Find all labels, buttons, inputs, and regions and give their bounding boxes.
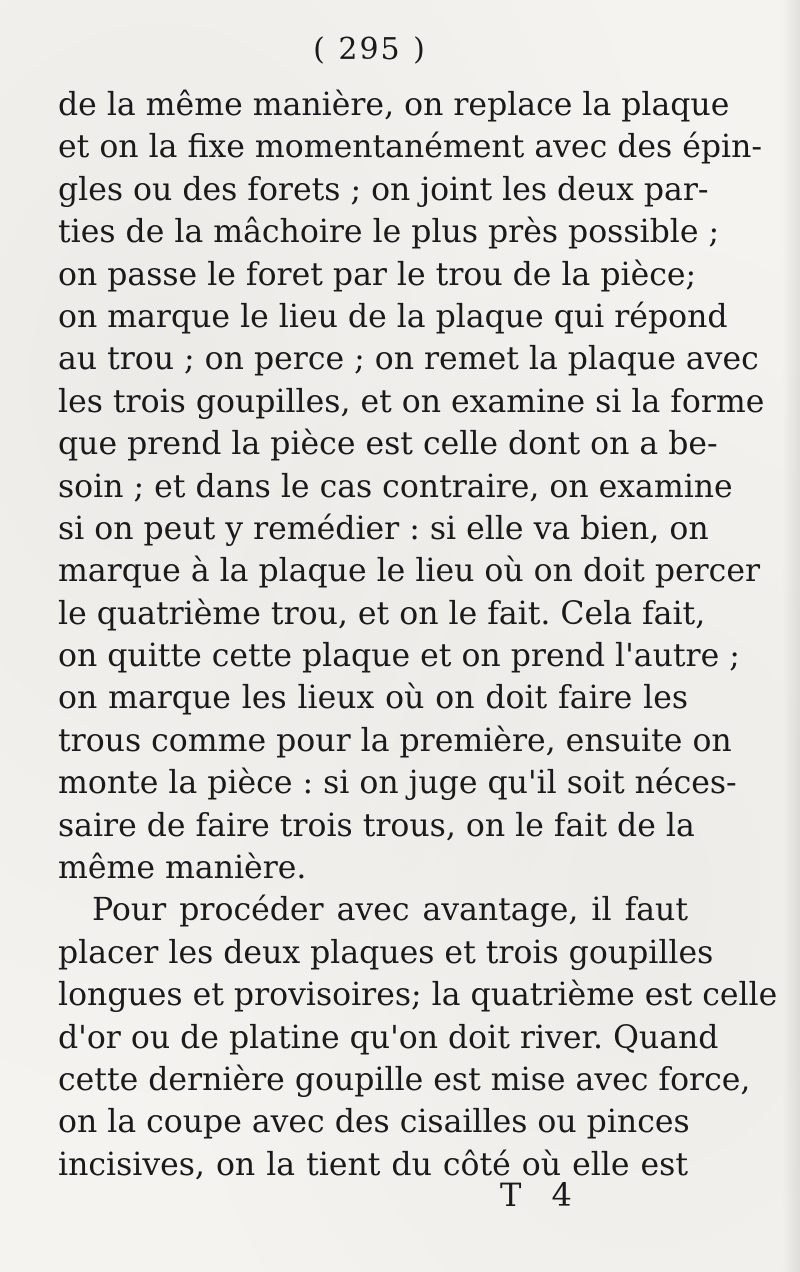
- body-text: [58, 84, 778, 1186]
- text-line: que prend la pièce est celle dont on a be-: [58, 426, 718, 463]
- text-line: on passe le foret par le trou de la pièce;: [58, 256, 697, 293]
- text-line: de la même manière, on replace la plaque: [58, 87, 730, 123]
- text-line: marque à la plaque le lieu où on doit percer: [58, 553, 761, 590]
- printer-signature-mark: T 4: [500, 1176, 582, 1214]
- text-line: au trou ; on perce ; on remet la plaque avec: [58, 341, 759, 378]
- text-line: les trois goupilles, et on examine si la forme: [58, 383, 765, 420]
- text-line: on marque les lieux où on doit faire les: [58, 680, 688, 717]
- text-line: si on peut y remédier : si elle va bien, on: [58, 510, 709, 547]
- text-line: le quatrième trou, et on le fait. Cela fait,: [58, 595, 706, 632]
- text-line: placer les deux plaques et trois goupilles: [58, 934, 714, 971]
- text-line: gles ou des forets ; on joint les deux par-: [58, 171, 709, 208]
- text-line: incisives, on la tient du côté où elle est: [58, 1146, 688, 1183]
- text-line: et on la fixe momentanément avec des épin-: [58, 129, 763, 166]
- page-number: ( 295 ): [313, 32, 427, 67]
- text-line: trous comme pour la première, ensuite on: [58, 722, 732, 759]
- text-line: d'or ou de platine qu'on doit river. Quand: [58, 1019, 719, 1056]
- text-line: on quitte cette plaque et on prend l'autre ;: [58, 638, 740, 675]
- text-line: cette dernière goupille est mise avec force,: [58, 1061, 751, 1098]
- text-line: longues et provisoires; la quatrième est celle: [58, 977, 778, 1014]
- page-edge-shadow: [782, 0, 800, 1272]
- text-line: ties de la mâchoire le plus près possible ;: [58, 214, 720, 251]
- text-line: soin ; et dans le cas contraire, on examine: [58, 468, 733, 505]
- text-line: on marque le lieu de la plaque qui répond: [58, 298, 728, 335]
- text-line: monte la pièce : si on juge qu'il soit néces-: [58, 765, 737, 802]
- text-line: on la coupe avec des cisailles ou pinces: [58, 1104, 690, 1141]
- text-line-paragraph-start: Pour procéder avec avantage, il faut: [92, 892, 688, 929]
- text-line: saire de faire trois trous, on le fait de la: [58, 807, 695, 844]
- text-line-paragraph-end: même manière.: [58, 850, 307, 887]
